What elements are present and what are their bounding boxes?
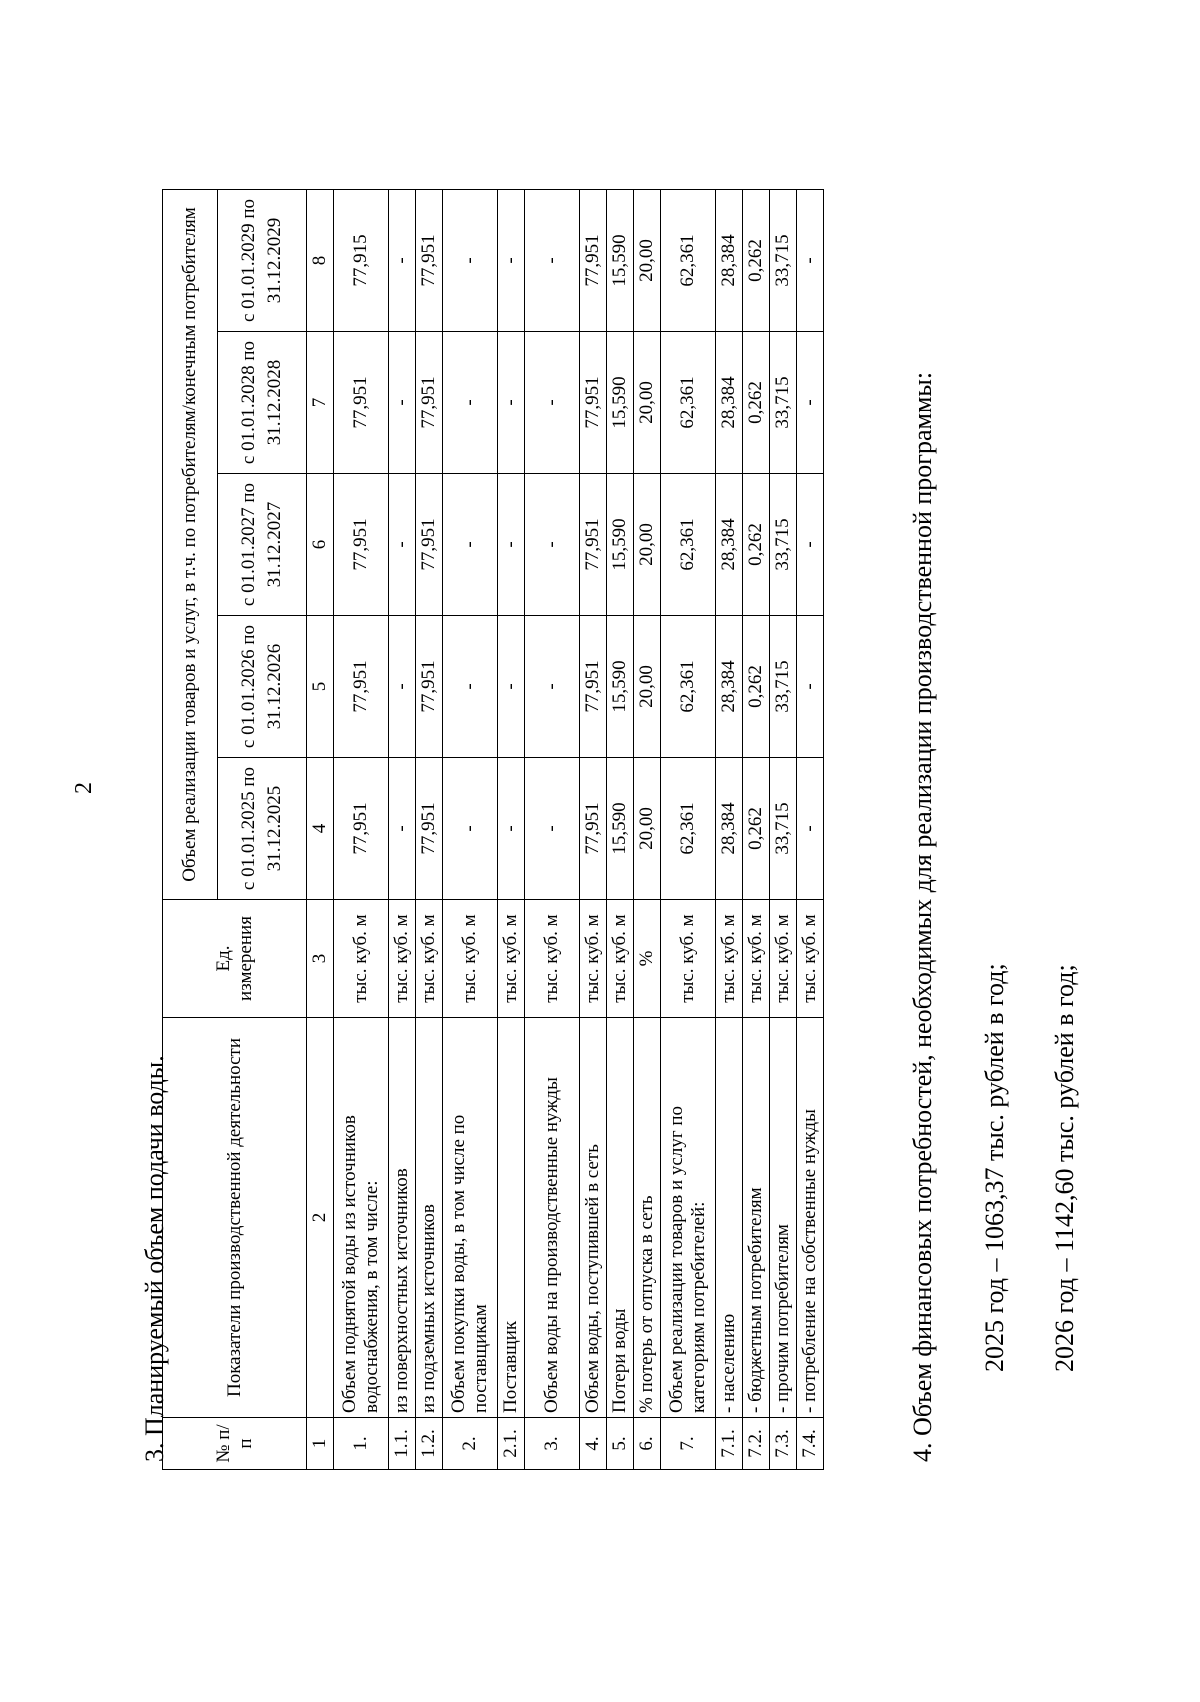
row-indicator: Объем воды на производственные нужды: [525, 1018, 580, 1418]
row-value-4: 77,951: [416, 332, 443, 474]
row-value-5: 62,361: [661, 189, 716, 331]
row-value-3: -: [498, 474, 525, 616]
row-value-4: 20,00: [634, 332, 661, 474]
row-value-1: -: [443, 758, 498, 900]
year-2025-line: 2025 год – 1063,37 тыс. рублей в год;: [980, 963, 1009, 1372]
row-indicator: - потребление на собственные нужды: [797, 1018, 824, 1418]
row-value-5: 0,262: [743, 189, 770, 331]
row-num: 1.1.: [389, 1418, 416, 1470]
row-value-4: 15,590: [607, 332, 634, 474]
row-unit: %: [634, 900, 661, 1018]
header-unit: Ед. измерения: [163, 900, 307, 1018]
row-value-3: 0,262: [743, 474, 770, 616]
row-unit: тыс. куб. м: [580, 900, 607, 1018]
row-value-5: 33,715: [770, 189, 797, 331]
row-unit: тыс. куб. м: [797, 900, 824, 1018]
row-indicator: Объем реализации товаров и услуг по категориям потребителей:: [661, 1018, 716, 1418]
row-unit: тыс. куб. м: [770, 900, 797, 1018]
row-value-2: 28,384: [716, 616, 743, 758]
table-row: [797, 189, 824, 1469]
header-volume-group: Объем реализации товаров и услуг, в т.ч. по потребителям/конечным потребителям: [163, 189, 218, 899]
row-value-1: -: [498, 758, 525, 900]
row-num: 6.: [634, 1418, 661, 1470]
row-value-1: -: [797, 758, 824, 900]
row-num: 5.: [607, 1418, 634, 1470]
row-num: 1.: [334, 1418, 389, 1470]
row-value-3: 28,384: [716, 474, 743, 616]
row-value-1: -: [389, 758, 416, 900]
column-index-2: 2: [307, 1018, 334, 1418]
water-supply-table: [162, 189, 824, 1470]
row-value-5: -: [797, 189, 824, 331]
row-value-3: -: [797, 474, 824, 616]
row-indicator: Объем покупки воды, в том числе по поставщикам: [443, 1018, 498, 1418]
row-value-1: 0,262: [743, 758, 770, 900]
row-value-2: 15,590: [607, 616, 634, 758]
table-row: [661, 189, 716, 1469]
row-value-1: 77,951: [580, 758, 607, 900]
row-num: 7.2.: [743, 1418, 770, 1470]
header-period-4: с 01.01.2028 по 31.12.2028: [218, 332, 307, 474]
column-index-3: 3: [307, 900, 334, 1018]
row-value-2: -: [797, 616, 824, 758]
section-3-title: 3. Планируемый объем подачи воды.: [140, 1055, 169, 1462]
row-num: 1.2.: [416, 1418, 443, 1470]
row-num: 3.: [525, 1418, 580, 1470]
row-value-1: 20,00: [634, 758, 661, 900]
row-indicator: Потери воды: [607, 1018, 634, 1418]
row-indicator: - бюджетным потребителям: [743, 1018, 770, 1418]
row-indicator: - прочим потребителям: [770, 1018, 797, 1418]
header-period-5: с 01.01.2029 по 31.12.2029: [218, 189, 307, 331]
row-value-4: 77,951: [580, 332, 607, 474]
row-num: 2.: [443, 1418, 498, 1470]
row-unit: тыс. куб. м: [416, 900, 443, 1018]
row-unit: тыс. куб. м: [743, 900, 770, 1018]
row-value-2: 77,951: [334, 616, 389, 758]
row-value-4: -: [525, 332, 580, 474]
row-unit: тыс. куб. м: [334, 900, 389, 1018]
row-num: 7.3.: [770, 1418, 797, 1470]
row-unit: тыс. куб. м: [443, 900, 498, 1018]
row-indicator: Поставщик: [498, 1018, 525, 1418]
row-value-1: 15,590: [607, 758, 634, 900]
row-indicator: - населению: [716, 1018, 743, 1418]
row-value-4: -: [498, 332, 525, 474]
row-value-1: 33,715: [770, 758, 797, 900]
row-num: 7.1.: [716, 1418, 743, 1470]
row-value-4: -: [797, 332, 824, 474]
column-index-7: 7: [307, 332, 334, 474]
column-index-6: 6: [307, 474, 334, 616]
row-indicator: Объем поднятой воды из источников водоснабжения, в том числе:: [334, 1018, 389, 1418]
row-value-1: 77,951: [334, 758, 389, 900]
row-value-5: -: [389, 189, 416, 331]
row-value-2: 77,951: [416, 616, 443, 758]
row-value-5: 77,951: [580, 189, 607, 331]
header-period-2: с 01.01.2026 по 31.12.2026: [218, 616, 307, 758]
row-value-2: -: [443, 616, 498, 758]
row-num: 4.: [580, 1418, 607, 1470]
column-index-8: 8: [307, 189, 334, 331]
header-num: № п/п: [163, 1418, 307, 1470]
table-row: [743, 189, 770, 1469]
row-value-5: 28,384: [716, 189, 743, 331]
row-value-5: -: [498, 189, 525, 331]
row-value-5: -: [525, 189, 580, 331]
column-index-4: 4: [307, 758, 334, 900]
row-value-4: -: [443, 332, 498, 474]
row-value-2: -: [389, 616, 416, 758]
column-index-1: 1: [307, 1418, 334, 1470]
row-value-5: 20,00: [634, 189, 661, 331]
row-value-4: 0,262: [743, 332, 770, 474]
column-index-5: 5: [307, 616, 334, 758]
row-unit: тыс. куб. м: [716, 900, 743, 1018]
table-row: [416, 189, 443, 1469]
row-value-5: 15,590: [607, 189, 634, 331]
table-row: [607, 189, 634, 1469]
row-value-5: 77,915: [334, 189, 389, 331]
row-unit: тыс. куб. м: [661, 900, 716, 1018]
row-unit: тыс. куб. м: [525, 900, 580, 1018]
row-value-4: 33,715: [770, 332, 797, 474]
row-value-2: -: [498, 616, 525, 758]
row-value-3: -: [525, 474, 580, 616]
row-value-1: 28,384: [716, 758, 743, 900]
row-unit: тыс. куб. м: [498, 900, 525, 1018]
row-value-3: 20,00: [634, 474, 661, 616]
row-value-2: 77,951: [580, 616, 607, 758]
row-num: 2.1.: [498, 1418, 525, 1470]
header-period-3: с 01.01.2027 по 31.12.2027: [218, 474, 307, 616]
row-value-2: 33,715: [770, 616, 797, 758]
row-value-1: -: [525, 758, 580, 900]
row-value-2: 20,00: [634, 616, 661, 758]
row-value-4: 77,951: [334, 332, 389, 474]
table-row: [443, 189, 498, 1469]
row-value-5: 77,951: [416, 189, 443, 331]
table-row: [770, 189, 797, 1469]
row-indicator: % потерь от отпуска в сеть: [634, 1018, 661, 1418]
header-indicator: Показатели производственной деятельности: [163, 1018, 307, 1418]
section-4-title: 4. Объем финансовых потребностей, необходимых для реализации производственной программы:: [908, 371, 937, 1462]
row-value-2: 62,361: [661, 616, 716, 758]
row-indicator: Объем воды, поступившей в сеть: [580, 1018, 607, 1418]
row-unit: тыс. куб. м: [607, 900, 634, 1018]
row-value-2: -: [525, 616, 580, 758]
row-value-4: -: [389, 332, 416, 474]
table-row: [498, 189, 525, 1469]
row-value-3: 15,590: [607, 474, 634, 616]
year-2026-line: 2026 год – 1142,60 тыс. рублей в год;: [1050, 964, 1079, 1372]
table-row: [634, 189, 661, 1469]
row-value-1: 62,361: [661, 758, 716, 900]
row-value-2: 0,262: [743, 616, 770, 758]
row-value-3: 77,951: [580, 474, 607, 616]
row-value-1: 77,951: [416, 758, 443, 900]
row-indicator: из подземных источников: [416, 1018, 443, 1418]
table-row: [716, 189, 743, 1469]
row-indicator: из поверхностных источников: [389, 1018, 416, 1418]
row-value-4: 28,384: [716, 332, 743, 474]
row-value-3: 77,951: [334, 474, 389, 616]
table-row: [389, 189, 416, 1469]
table-row: [525, 189, 580, 1469]
row-value-3: -: [443, 474, 498, 616]
header-period-1: с 01.01.2025 по 31.12.2025: [218, 758, 307, 900]
row-num: 7.4.: [797, 1418, 824, 1470]
row-value-5: -: [443, 189, 498, 331]
table-row: [334, 189, 389, 1469]
row-unit: тыс. куб. м: [389, 900, 416, 1018]
row-num: 7.: [661, 1418, 716, 1470]
page-number: 2: [71, 782, 97, 794]
row-value-3: 33,715: [770, 474, 797, 616]
row-value-4: 62,361: [661, 332, 716, 474]
table-row: [580, 189, 607, 1469]
row-value-3: 62,361: [661, 474, 716, 616]
row-value-3: -: [389, 474, 416, 616]
row-value-3: 77,951: [416, 474, 443, 616]
